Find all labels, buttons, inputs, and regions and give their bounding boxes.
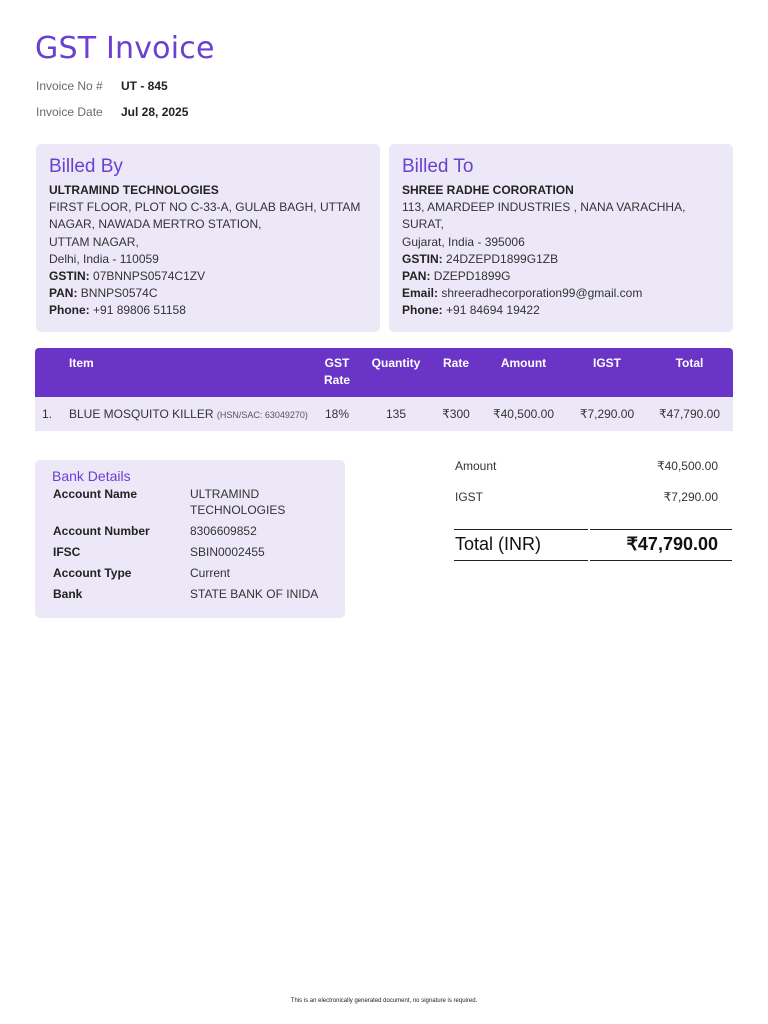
row-amount: ₹40,500.00 — [479, 397, 568, 431]
bank-value: STATE BANK OF INIDA — [190, 587, 319, 601]
row-quantity: 135 — [359, 397, 433, 431]
invoice-title: GST Invoice — [35, 31, 215, 66]
row-gst-rate: 18% — [315, 397, 359, 431]
summary-divider — [590, 529, 732, 530]
row-rate: ₹300 — [433, 397, 479, 431]
col-header-rate: Rate — [433, 348, 479, 397]
billed-by-address-line: Delhi, India - 110059 — [49, 251, 159, 266]
billed-to-heading: Billed To — [402, 156, 474, 177]
items-table — [35, 348, 733, 431]
billed-by-address-line: UTTAM NAGAR, — [49, 234, 139, 249]
billed-by-card — [36, 144, 380, 332]
billed-by-gstin: GSTIN: 07BNNPS0574C1ZV — [49, 269, 206, 284]
billed-to-pan: PAN: DZEPD1899G — [402, 269, 511, 284]
bank-label: Account Type — [53, 566, 132, 580]
col-header-item: Item — [65, 348, 315, 397]
bank-row — [53, 544, 345, 560]
summary-amount-value: ₹40,500.00 — [656, 459, 718, 473]
footer-note: This is an electronically generated document, no signature is required. — [290, 998, 478, 1004]
bank-value: SBIN0002455 — [190, 545, 265, 559]
col-header-quantity: Quantity — [359, 348, 433, 397]
bank-value: Current — [190, 566, 231, 580]
row-igst: ₹7,290.00 — [568, 397, 646, 431]
billed-by-pan: PAN: BNNPS0574C — [49, 286, 158, 301]
billed-to-phone: Phone: +91 84694 19422 — [402, 303, 540, 318]
billed-to-address-line: Gujarat, India - 395006 — [402, 234, 525, 249]
bank-details-heading: Bank Details — [52, 468, 131, 484]
billed-to-gstin: GSTIN: 24DZEPD1899G1ZB — [402, 251, 559, 266]
summary-amount-label: Amount — [455, 459, 497, 473]
invoice-date-row — [36, 105, 188, 119]
row-index: 1. — [35, 397, 65, 431]
row-total: ₹47,790.00 — [646, 397, 733, 431]
billed-to-address-line: 113, AMARDEEP INDUSTRIES , NANA VARACHHA, SURAT, — [402, 200, 686, 232]
row-item-name: BLUE MOSQUITO KILLER — [69, 407, 214, 421]
billed-to-email: Email: shreeradhecorporation99@gmail.com — [402, 286, 643, 301]
table-row — [35, 397, 733, 431]
bank-row — [53, 486, 345, 518]
invoice-date: Jul 28, 2025 — [121, 105, 189, 119]
bank-label: Bank — [53, 587, 83, 601]
col-header-gst-rate: GST Rate — [315, 348, 359, 397]
summary-divider — [454, 560, 588, 561]
col-header-index — [35, 348, 65, 397]
invoice-number: UT - 845 — [121, 79, 168, 93]
invoice-date-label: Invoice Date — [36, 105, 103, 119]
bank-details-card — [35, 460, 345, 618]
bank-row — [53, 565, 345, 581]
billed-by-address-line: FIRST FLOOR, PLOT NO C-33-A, GULAB BAGH, UTTAM NAGAR, NAWADA MERTRO STATION, — [49, 200, 361, 232]
invoice-number-row — [36, 79, 168, 93]
billed-by-heading: Billed By — [49, 156, 123, 177]
summary-total-value: ₹47,790.00 — [626, 534, 718, 554]
bank-label: Account Number — [53, 524, 150, 538]
bank-label: IFSC — [53, 545, 81, 559]
billed-by-name: ULTRAMIND TECHNOLOGIES — [49, 183, 219, 197]
col-header-total: Total — [646, 348, 733, 397]
summary-divider — [454, 529, 588, 530]
row-item-hsn: (HSN/SAC: 63049270) — [216, 410, 308, 420]
billed-to-card — [389, 144, 733, 332]
bank-value: ULTRAMIND TECHNOLOGIES — [190, 487, 286, 517]
table-header-row — [35, 348, 733, 397]
billed-by-phone: Phone: +91 89806 51158 — [49, 303, 186, 318]
summary-igst-value: ₹7,290.00 — [663, 490, 718, 504]
invoice-number-label: Invoice No # — [36, 79, 103, 93]
summary-divider — [590, 560, 732, 561]
bank-value: 8306609852 — [190, 524, 257, 538]
billed-to-name: SHREE RADHE CORORATION — [402, 183, 574, 197]
row-item — [65, 397, 315, 431]
bank-row — [53, 586, 345, 602]
summary-total-label: Total (INR) — [455, 534, 542, 554]
col-header-igst: IGST — [568, 348, 646, 397]
bank-label: Account Name — [53, 487, 138, 501]
bank-row — [53, 523, 345, 539]
col-header-amount: Amount — [479, 348, 568, 397]
summary-igst-label: IGST — [455, 490, 484, 504]
